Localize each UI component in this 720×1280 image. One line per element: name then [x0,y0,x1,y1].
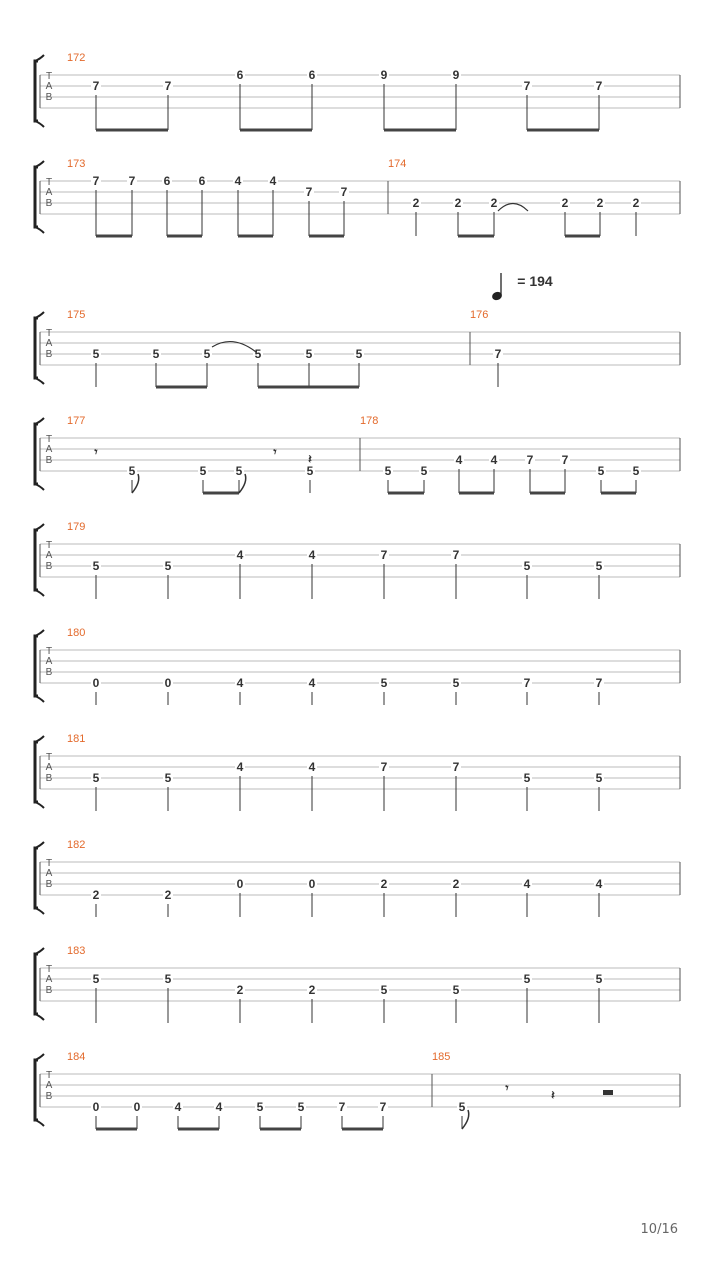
fret-number: 5 [92,559,100,573]
tempo-marking: = 194 [517,273,553,289]
tab-clef-b: B [45,455,53,466]
system-bracket [35,742,38,802]
fret-number: 0 [164,676,172,690]
tie [498,204,528,212]
tab-clef-b: B [45,561,53,572]
fret-number: 7 [164,79,172,93]
fret-number: 5 [632,464,640,478]
fret-number: 5 [595,771,603,785]
fret-number: 7 [595,676,603,690]
fret-number: 7 [380,548,388,562]
fret-number: 4 [308,548,316,562]
fret-number: 2 [308,983,316,997]
fret-number: 0 [236,877,244,891]
fret-number: 2 [454,196,462,210]
fret-number: 7 [92,79,100,93]
tab-clef-a: A [45,81,53,92]
measure-number: 185 [432,1051,451,1063]
fret-number: 5 [523,559,531,573]
fret-number: 7 [92,174,100,188]
fret-number: 4 [236,760,244,774]
tab-clef-t: T [45,646,53,657]
measure-number: 182 [67,839,86,851]
measure-number: 172 [67,52,86,64]
fret-number: 5 [203,347,211,361]
fret-number: 4 [215,1100,223,1114]
tab-clef-a: A [45,656,53,667]
measure-number: 173 [67,158,86,170]
fret-number: 5 [128,464,136,478]
fret-number: 5 [254,347,262,361]
fret-number: 4 [455,453,463,467]
eighth-rest: 𝄾 [505,1081,509,1095]
fret-number: 2 [596,196,604,210]
fret-number: 7 [379,1100,387,1114]
tab-clef-b: B [45,667,53,678]
system-bracket [35,167,38,227]
fret-number: 7 [561,453,569,467]
fret-number: 7 [128,174,136,188]
tab-clef-b: B [45,1091,53,1102]
fret-number: 5 [164,771,172,785]
fret-number: 4 [308,676,316,690]
tab-clef-t: T [45,964,53,975]
tab-clef-t: T [45,71,53,82]
staff-system [35,418,680,490]
fret-number: 7 [340,185,348,199]
measure-number: 179 [67,521,86,533]
fret-number: 6 [236,68,244,82]
fret-number: 4 [236,548,244,562]
fret-number: 6 [308,68,316,82]
fret-number: 0 [133,1100,141,1114]
system-bracket [35,530,38,590]
fret-number: 5 [306,464,314,478]
staff-system [35,1054,680,1126]
fret-number: 5 [597,464,605,478]
tab-clef-t: T [45,434,53,445]
staff-system [35,948,680,1020]
page-number: 10/16 [640,1222,678,1237]
half-rest [603,1090,613,1095]
tab-clef-b: B [45,879,53,890]
fret-number: 4 [236,676,244,690]
fret-number: 2 [490,196,498,210]
staff-system [35,630,680,702]
measure-number: 178 [360,415,379,427]
fret-number: 4 [234,174,242,188]
system-bracket [35,424,38,484]
fret-number: 7 [380,760,388,774]
tab-clef-a: A [45,338,53,349]
system-bracket [35,848,38,908]
fret-number: 2 [632,196,640,210]
system-bracket [35,318,38,378]
tab-clef-t: T [45,177,53,188]
tab-clef-b: B [45,92,53,103]
fret-number: 5 [235,464,243,478]
tab-clef-t: T [45,752,53,763]
staff-system [35,736,680,808]
fret-number: 5 [384,464,392,478]
eighth-rest: 𝄾 [94,445,98,459]
fret-number: 5 [164,559,172,573]
fret-number: 5 [452,983,460,997]
fret-number: 5 [305,347,313,361]
tab-clef-b: B [45,198,53,209]
fret-number: 2 [164,888,172,902]
fret-number: 5 [256,1100,264,1114]
fret-number: 5 [92,347,100,361]
fret-number: 5 [595,972,603,986]
quarter-rest: 𝄽 [308,452,312,466]
fret-number: 5 [595,559,603,573]
tab-clef-b: B [45,773,53,784]
fret-number: 5 [420,464,428,478]
measure-number: 176 [470,309,489,321]
quarter-rest: 𝄽 [551,1088,555,1102]
tab-clef-a: A [45,550,53,561]
fret-number: 5 [92,771,100,785]
staff-system [35,842,680,914]
tab-clef-b: B [45,985,53,996]
fret-number: 9 [452,68,460,82]
tab-clef-a: A [45,187,53,198]
fret-number: 5 [355,347,363,361]
tab-clef-b: B [45,349,53,360]
tab-clef-t: T [45,540,53,551]
fret-number: 5 [380,676,388,690]
fret-number: 5 [92,972,100,986]
measure-number: 175 [67,309,86,321]
fret-number: 4 [490,453,498,467]
tab-clef-t: T [45,1070,53,1081]
tab-clef-a: A [45,444,53,455]
fret-number: 7 [523,676,531,690]
staff-system [35,55,680,127]
fret-number: 0 [92,1100,100,1114]
eighth-rest: 𝄾 [273,445,277,459]
fret-number: 5 [380,983,388,997]
fret-number: 5 [452,676,460,690]
fret-number: 2 [561,196,569,210]
fret-number: 6 [163,174,171,188]
staff-system [35,524,680,596]
system-bracket [35,1060,38,1120]
fret-number: 4 [595,877,603,891]
measure-number: 174 [388,158,407,170]
fret-number: 7 [494,347,502,361]
fret-number: 7 [452,548,460,562]
fret-number: 4 [269,174,277,188]
fret-number: 2 [412,196,420,210]
fret-number: 4 [174,1100,182,1114]
tab-clef-a: A [45,868,53,879]
fret-number: 2 [380,877,388,891]
fret-number: 5 [523,972,531,986]
fret-number: 5 [199,464,207,478]
fret-number: 7 [338,1100,346,1114]
fret-number: 2 [236,983,244,997]
fret-number: 5 [458,1100,466,1114]
fret-number: 5 [523,771,531,785]
tab-clef-a: A [45,974,53,985]
tab-clef-t: T [45,328,53,339]
fret-number: 9 [380,68,388,82]
measure-number: 177 [67,415,86,427]
fret-number: 7 [523,79,531,93]
fret-number: 4 [308,760,316,774]
fret-number: 7 [526,453,534,467]
fret-number: 6 [198,174,206,188]
fret-number: 0 [92,676,100,690]
system-bracket [35,954,38,1014]
measure-number: 183 [67,945,86,957]
measure-number: 184 [67,1051,86,1063]
fret-number: 2 [92,888,100,902]
fret-number: 7 [452,760,460,774]
tab-clef-a: A [45,1080,53,1091]
fret-number: 0 [308,877,316,891]
system-bracket [35,61,38,121]
tab-clef-a: A [45,762,53,773]
fret-number: 7 [595,79,603,93]
fret-number: 5 [164,972,172,986]
fret-number: 7 [305,185,313,199]
fret-number: 4 [523,877,531,891]
measure-number: 181 [67,733,86,745]
fret-number: 5 [297,1100,305,1114]
measure-number: 180 [67,627,86,639]
fret-number: 5 [152,347,160,361]
tab-clef-t: T [45,858,53,869]
system-bracket [35,636,38,696]
fret-number: 2 [452,877,460,891]
